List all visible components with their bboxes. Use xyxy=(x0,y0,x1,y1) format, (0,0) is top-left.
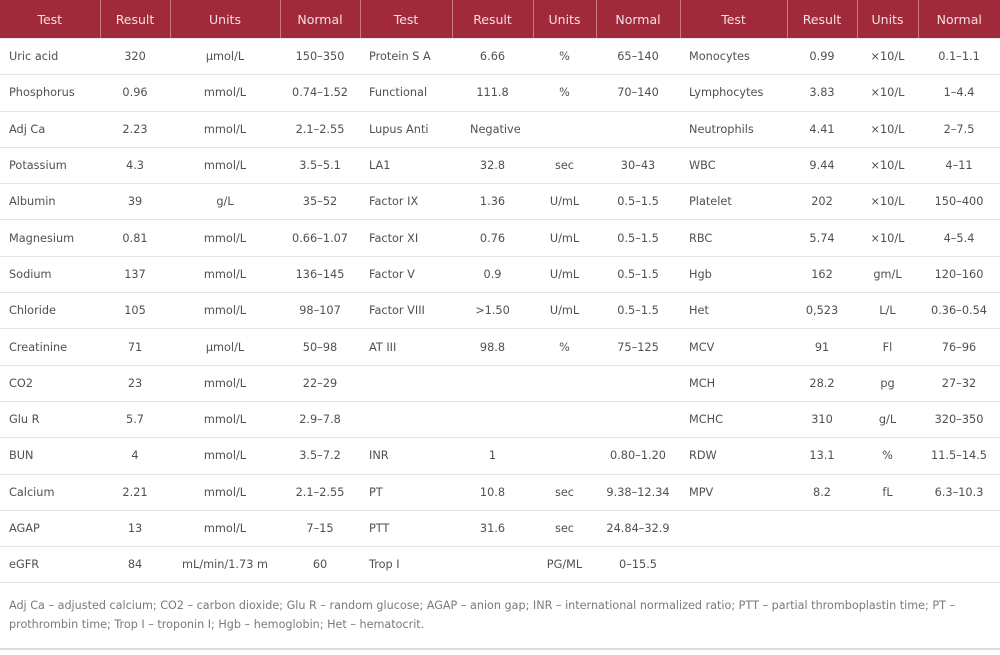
table-row xyxy=(0,220,1000,256)
units-cell: mmol/L xyxy=(170,401,280,437)
test-cell: Protein S A xyxy=(360,39,452,75)
test-cell: MPV xyxy=(680,474,787,510)
normal-cell: 0.74–1.52 xyxy=(280,75,360,111)
result-cell: 8.2 xyxy=(787,474,857,510)
table-row xyxy=(0,39,1000,75)
test-cell: Potassium xyxy=(0,147,100,183)
test-cell: Platelet xyxy=(680,184,787,220)
test-cell: Trop I xyxy=(360,547,452,583)
result-cell: 5.74 xyxy=(787,220,857,256)
units-cell: Fl xyxy=(857,329,918,365)
result-cell xyxy=(452,547,533,583)
normal-cell: 0.1–1.1 xyxy=(918,39,1000,75)
test-cell: RDW xyxy=(680,438,787,474)
table-row xyxy=(0,401,1000,437)
units-cell: U/mL xyxy=(533,220,596,256)
normal-cell: 0.5–1.5 xyxy=(596,256,680,292)
units-cell xyxy=(533,401,596,437)
test-cell: AT III xyxy=(360,329,452,365)
test-cell: Neutrophils xyxy=(680,111,787,147)
table-row xyxy=(0,547,1000,583)
result-cell: 2.21 xyxy=(100,474,170,510)
units-cell: mmol/L xyxy=(170,75,280,111)
units-cell xyxy=(857,547,918,583)
column-header-units-3: Units xyxy=(857,0,918,39)
column-header-test-3: Test xyxy=(680,0,787,39)
test-cell: PT xyxy=(360,474,452,510)
units-cell: mL/min/1.73 m xyxy=(170,547,280,583)
units-cell: U/mL xyxy=(533,293,596,329)
units-cell: mmol/L xyxy=(170,510,280,546)
test-cell: Functional xyxy=(360,75,452,111)
test-cell: Monocytes xyxy=(680,39,787,75)
result-cell: 13.1 xyxy=(787,438,857,474)
result-cell: Negative xyxy=(452,111,533,147)
normal-cell: 50–98 xyxy=(280,329,360,365)
result-cell: 4.41 xyxy=(787,111,857,147)
test-cell xyxy=(680,547,787,583)
normal-cell: 0.66–1.07 xyxy=(280,220,360,256)
units-cell: gm/L xyxy=(857,256,918,292)
test-cell: Chloride xyxy=(0,293,100,329)
normal-cell: 0.80–1.20 xyxy=(596,438,680,474)
units-cell: U/mL xyxy=(533,184,596,220)
result-cell: 1 xyxy=(452,438,533,474)
units-cell: mmol/L xyxy=(170,438,280,474)
test-cell: Sodium xyxy=(0,256,100,292)
units-cell: ×10/L xyxy=(857,147,918,183)
result-cell: 0.9 xyxy=(452,256,533,292)
test-cell: Lupus Anti xyxy=(360,111,452,147)
test-cell xyxy=(360,401,452,437)
units-cell: % xyxy=(857,438,918,474)
normal-cell: 320–350 xyxy=(918,401,1000,437)
result-cell: 4 xyxy=(100,438,170,474)
units-cell: pg xyxy=(857,365,918,401)
table-row xyxy=(0,111,1000,147)
test-cell: LA1 xyxy=(360,147,452,183)
units-cell: sec xyxy=(533,474,596,510)
column-header-result-3: Result xyxy=(787,0,857,39)
result-cell: 137 xyxy=(100,256,170,292)
test-cell: Calcium xyxy=(0,474,100,510)
table-row xyxy=(0,75,1000,111)
normal-cell: 2.1–2.55 xyxy=(280,111,360,147)
units-cell: ×10/L xyxy=(857,39,918,75)
test-cell: AGAP xyxy=(0,510,100,546)
table-body xyxy=(0,39,1000,583)
units-cell: U/mL xyxy=(533,256,596,292)
test-cell: Het xyxy=(680,293,787,329)
normal-cell: 6.3–10.3 xyxy=(918,474,1000,510)
test-cell: MCH xyxy=(680,365,787,401)
normal-cell: 1–4.4 xyxy=(918,75,1000,111)
units-cell: ×10/L xyxy=(857,75,918,111)
units-cell: L/L xyxy=(857,293,918,329)
normal-cell: 7–15 xyxy=(280,510,360,546)
test-cell: Factor VIII xyxy=(360,293,452,329)
test-cell: BUN xyxy=(0,438,100,474)
normal-cell: 0.5–1.5 xyxy=(596,220,680,256)
table-row xyxy=(0,256,1000,292)
test-cell: Hgb xyxy=(680,256,787,292)
result-cell xyxy=(452,401,533,437)
units-cell: g/L xyxy=(170,184,280,220)
result-cell: 0.99 xyxy=(787,39,857,75)
test-cell: Factor XI xyxy=(360,220,452,256)
normal-cell: 76–96 xyxy=(918,329,1000,365)
test-cell: Factor IX xyxy=(360,184,452,220)
column-header-result-2: Result xyxy=(452,0,533,39)
normal-cell: 120–160 xyxy=(918,256,1000,292)
units-cell: % xyxy=(533,75,596,111)
units-cell xyxy=(533,438,596,474)
result-cell: 6.66 xyxy=(452,39,533,75)
result-cell: 0,523 xyxy=(787,293,857,329)
table-row xyxy=(0,365,1000,401)
table-row xyxy=(0,147,1000,183)
units-cell: ×10/L xyxy=(857,184,918,220)
normal-cell: 24.84–32.9 xyxy=(596,510,680,546)
test-cell xyxy=(360,365,452,401)
normal-cell xyxy=(918,510,1000,546)
normal-cell: 150–400 xyxy=(918,184,1000,220)
test-cell: Lymphocytes xyxy=(680,75,787,111)
result-cell: 202 xyxy=(787,184,857,220)
result-cell: 4.3 xyxy=(100,147,170,183)
normal-cell: 4–5.4 xyxy=(918,220,1000,256)
result-cell: 162 xyxy=(787,256,857,292)
test-cell: Adj Ca xyxy=(0,111,100,147)
column-header-normal-2: Normal xyxy=(596,0,680,39)
units-cell: mmol/L xyxy=(170,293,280,329)
normal-cell xyxy=(596,401,680,437)
result-cell: >1.50 xyxy=(452,293,533,329)
column-header-test-2: Test xyxy=(360,0,452,39)
units-cell: mmol/L xyxy=(170,111,280,147)
result-cell: 71 xyxy=(100,329,170,365)
column-header-units-2: Units xyxy=(533,0,596,39)
result-cell: 10.8 xyxy=(452,474,533,510)
column-header-units-1: Units xyxy=(170,0,280,39)
normal-cell: 35–52 xyxy=(280,184,360,220)
result-cell: 98.8 xyxy=(452,329,533,365)
units-cell: mmol/L xyxy=(170,256,280,292)
table-row xyxy=(0,438,1000,474)
result-cell: 105 xyxy=(100,293,170,329)
normal-cell: 30–43 xyxy=(596,147,680,183)
result-cell: 39 xyxy=(100,184,170,220)
normal-cell: 75–125 xyxy=(596,329,680,365)
result-cell xyxy=(787,547,857,583)
units-cell xyxy=(533,365,596,401)
result-cell xyxy=(452,365,533,401)
result-cell: 9.44 xyxy=(787,147,857,183)
result-cell: 31.6 xyxy=(452,510,533,546)
units-cell xyxy=(533,111,596,147)
normal-cell: 70–140 xyxy=(596,75,680,111)
result-cell: 0.96 xyxy=(100,75,170,111)
normal-cell: 2–7.5 xyxy=(918,111,1000,147)
column-header-result-1: Result xyxy=(100,0,170,39)
normal-cell xyxy=(596,111,680,147)
result-cell: 310 xyxy=(787,401,857,437)
result-cell xyxy=(787,510,857,546)
result-cell: 0.81 xyxy=(100,220,170,256)
test-cell: CO2 xyxy=(0,365,100,401)
result-cell: 3.83 xyxy=(787,75,857,111)
column-header-normal-3: Normal xyxy=(918,0,1000,39)
normal-cell: 2.9–7.8 xyxy=(280,401,360,437)
test-cell: Factor V xyxy=(360,256,452,292)
result-cell: 0.76 xyxy=(452,220,533,256)
units-cell: sec xyxy=(533,510,596,546)
test-cell: Creatinine xyxy=(0,329,100,365)
normal-cell: 9.38–12.34 xyxy=(596,474,680,510)
test-cell: Magnesium xyxy=(0,220,100,256)
units-cell: mmol/L xyxy=(170,220,280,256)
result-cell: 5.7 xyxy=(100,401,170,437)
result-cell: 23 xyxy=(100,365,170,401)
normal-cell: 11.5–14.5 xyxy=(918,438,1000,474)
normal-cell: 150–350 xyxy=(280,39,360,75)
normal-cell: 3.5–7.2 xyxy=(280,438,360,474)
table-row xyxy=(0,510,1000,546)
result-cell: 28.2 xyxy=(787,365,857,401)
test-cell: eGFR xyxy=(0,547,100,583)
test-cell: Glu R xyxy=(0,401,100,437)
test-cell: Phosphorus xyxy=(0,75,100,111)
result-cell: 32.8 xyxy=(452,147,533,183)
normal-cell: 27–32 xyxy=(918,365,1000,401)
units-cell: PG/ML xyxy=(533,547,596,583)
normal-cell: 0.36–0.54 xyxy=(918,293,1000,329)
normal-cell: 2.1–2.55 xyxy=(280,474,360,510)
units-cell: µmol/L xyxy=(170,329,280,365)
column-header-normal-1: Normal xyxy=(280,0,360,39)
result-cell: 1.36 xyxy=(452,184,533,220)
header-row xyxy=(0,0,1000,39)
abbreviations-footnote: Adj Ca – adjusted calcium; CO2 – carbon dioxide; Glu R – random glucose; AGAP – anion gap; INR – international normalized ratio; PTT – partial thromboplastin time; PT – prothrombin time; Trop I – troponin I; Hgb – hemoglobin; Het – hematocrit. xyxy=(0,583,1000,650)
test-cell: Uric acid xyxy=(0,39,100,75)
units-cell: mmol/L xyxy=(170,365,280,401)
test-cell: MCHC xyxy=(680,401,787,437)
test-cell: RBC xyxy=(680,220,787,256)
units-cell: % xyxy=(533,39,596,75)
result-cell: 84 xyxy=(100,547,170,583)
normal-cell: 60 xyxy=(280,547,360,583)
table-row xyxy=(0,474,1000,510)
units-cell: ×10/L xyxy=(857,220,918,256)
normal-cell: 0–15.5 xyxy=(596,547,680,583)
test-cell: INR xyxy=(360,438,452,474)
normal-cell: 65–140 xyxy=(596,39,680,75)
test-cell: PTT xyxy=(360,510,452,546)
table-row xyxy=(0,293,1000,329)
result-cell: 91 xyxy=(787,329,857,365)
normal-cell: 0.5–1.5 xyxy=(596,293,680,329)
normal-cell: 22–29 xyxy=(280,365,360,401)
normal-cell: 0.5–1.5 xyxy=(596,184,680,220)
units-cell: mmol/L xyxy=(170,474,280,510)
units-cell: ×10/L xyxy=(857,111,918,147)
result-cell: 111.8 xyxy=(452,75,533,111)
test-cell: WBC xyxy=(680,147,787,183)
normal-cell xyxy=(918,547,1000,583)
units-cell: g/L xyxy=(857,401,918,437)
test-cell: MCV xyxy=(680,329,787,365)
column-header-test-1: Test xyxy=(0,0,100,39)
units-cell: µmol/L xyxy=(170,39,280,75)
normal-cell: 98–107 xyxy=(280,293,360,329)
test-cell: Albumin xyxy=(0,184,100,220)
result-cell: 320 xyxy=(100,39,170,75)
table-row xyxy=(0,329,1000,365)
normal-cell: 3.5–5.1 xyxy=(280,147,360,183)
result-cell: 2.23 xyxy=(100,111,170,147)
normal-cell: 4–11 xyxy=(918,147,1000,183)
normal-cell xyxy=(596,365,680,401)
units-cell xyxy=(857,510,918,546)
table-row xyxy=(0,184,1000,220)
units-cell: mmol/L xyxy=(170,147,280,183)
test-cell xyxy=(680,510,787,546)
units-cell: sec xyxy=(533,147,596,183)
result-cell: 13 xyxy=(100,510,170,546)
normal-cell: 136–145 xyxy=(280,256,360,292)
units-cell: % xyxy=(533,329,596,365)
units-cell: fL xyxy=(857,474,918,510)
